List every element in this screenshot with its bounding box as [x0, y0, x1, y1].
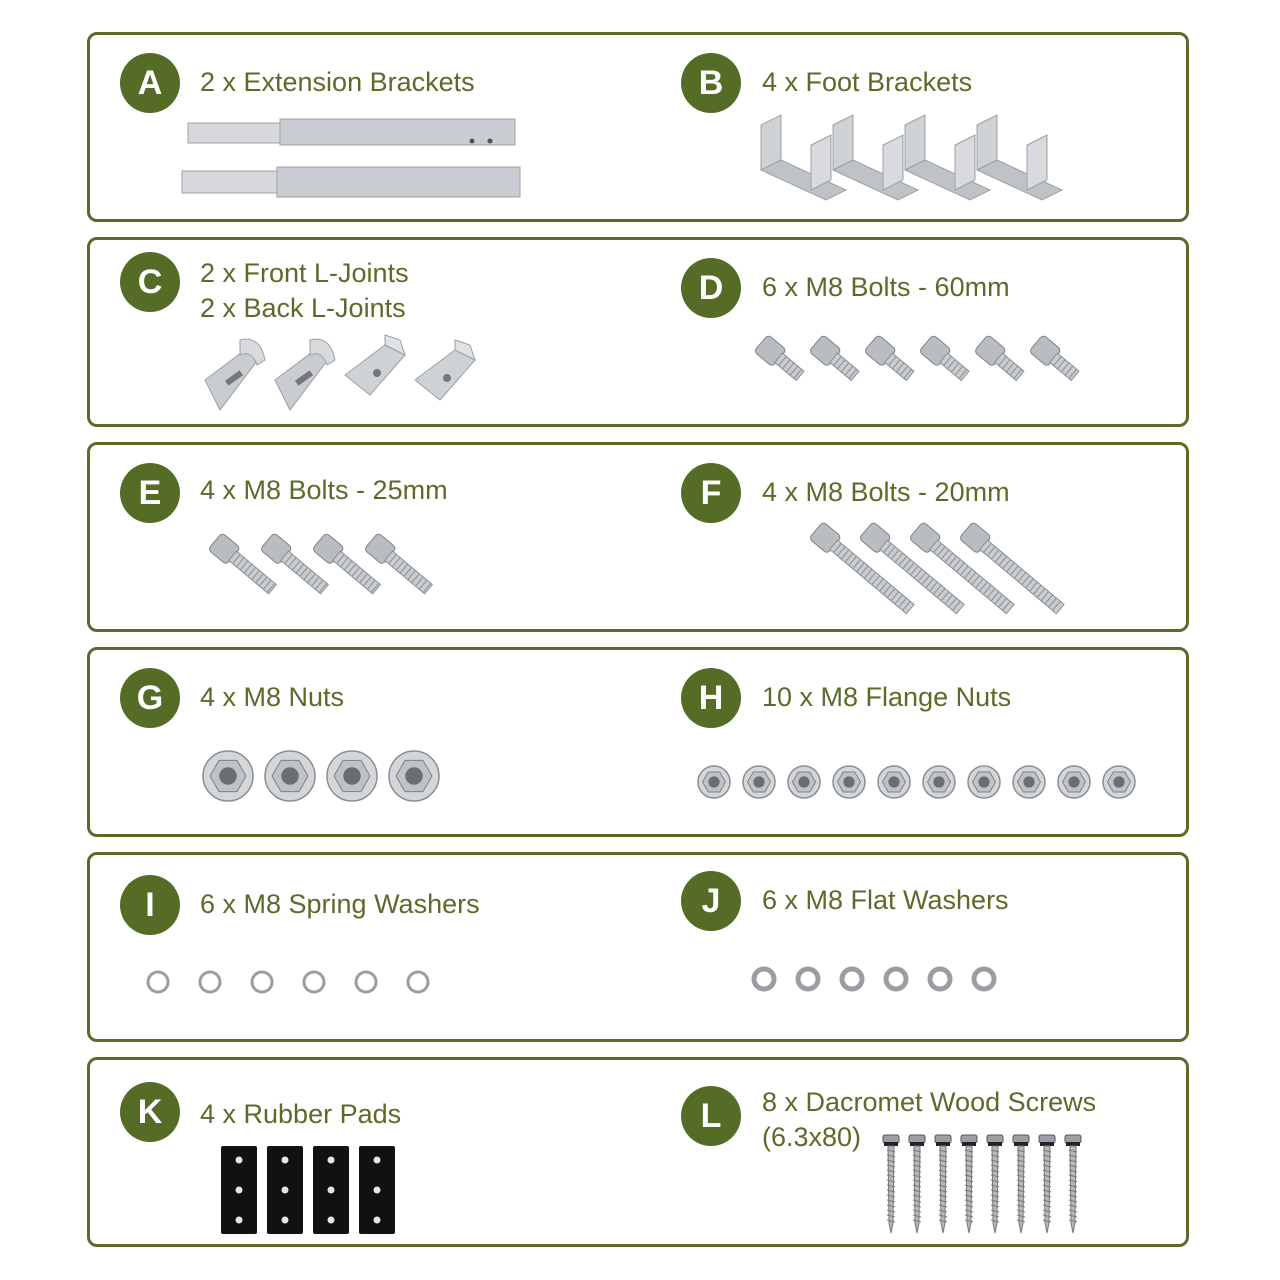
item-a: [90, 35, 641, 219]
badge-c: C: [120, 252, 180, 312]
bolt-icon: [809, 335, 862, 385]
item-k-label: 4 x Rubber Pads: [200, 1099, 402, 1129]
front-l-joint-icon: [275, 339, 335, 410]
wood-screw-icon: [961, 1135, 977, 1233]
badge-k: K: [120, 1082, 180, 1142]
wood-screw-icon: [987, 1135, 1003, 1233]
wood-screw-icon: [1065, 1135, 1081, 1233]
item-h-label: 10 x M8 Flange Nuts: [762, 682, 1012, 712]
badge-g: G: [120, 668, 180, 728]
spring-washer-icon: [304, 972, 324, 992]
badge-h: H: [681, 668, 741, 728]
spring-washer-icon: [148, 972, 168, 992]
item-l-label-2: (6.3x80): [762, 1122, 862, 1152]
spring-washer-icon: [200, 972, 220, 992]
item-j-label: 6 x M8 Flat Washers: [762, 885, 1009, 915]
item-d: [641, 240, 1192, 424]
flat-washer-icon: [842, 969, 862, 989]
parts-row-6: [87, 1057, 1189, 1247]
item-f: [641, 445, 1192, 629]
badge-e: E: [120, 463, 180, 523]
flat-washer-icon: [974, 969, 994, 989]
item-i: [90, 855, 641, 1039]
extension-bracket-icon: [188, 119, 515, 145]
rubber-pad-icon: [221, 1146, 257, 1234]
item-c: [90, 240, 641, 424]
bolt-icon: [974, 335, 1027, 385]
badge-a: A: [120, 53, 180, 113]
item-k: [90, 1060, 641, 1244]
extension-bracket-icon: [182, 167, 520, 197]
bolts-20mm-image: [806, 525, 1046, 625]
back-l-joint-icon: [345, 335, 405, 395]
wood-screw-icon: [883, 1135, 899, 1233]
item-e-label: 4 x M8 Bolts - 25mm: [200, 475, 448, 505]
item-l-label: 8 x Dacromet Wood Screws: [762, 1087, 1097, 1117]
badge-j: J: [681, 871, 741, 931]
wood-screw-icon: [1039, 1135, 1055, 1233]
item-f-label: 4 x M8 Bolts - 20mm: [762, 477, 1010, 507]
item-j: [641, 855, 1192, 1039]
foot-brackets-image: [751, 105, 1071, 210]
flat-washer-icon: [886, 969, 906, 989]
nut-icon: [203, 751, 253, 801]
back-l-joint-icon: [415, 340, 475, 400]
nut-icon: [265, 751, 315, 801]
l-joints-image: [200, 335, 500, 415]
wood-screws-image: [881, 1135, 1111, 1235]
item-b: [641, 35, 1192, 219]
flange-nut-icon: [743, 766, 775, 798]
rubber-pad-icon: [267, 1146, 303, 1234]
flange-nut-icon: [1103, 766, 1135, 798]
wood-screw-icon: [935, 1135, 951, 1233]
flat-washer-icon: [798, 969, 818, 989]
badge-l: L: [681, 1086, 741, 1146]
parts-row-4: [87, 647, 1189, 837]
spring-washer-icon: [408, 972, 428, 992]
item-a-label: 2 x Extension Brackets: [200, 67, 475, 97]
bolts-60mm-image: [751, 335, 1091, 405]
flange-nut-icon: [968, 766, 1000, 798]
parts-row-5: [87, 852, 1189, 1042]
bolt-icon: [864, 335, 917, 385]
bolt-icon: [754, 335, 807, 385]
wood-screw-icon: [909, 1135, 925, 1233]
flange-nut-icon: [923, 766, 955, 798]
item-c-label: 2 x Front L-Joints: [200, 258, 409, 288]
spring-washers-image: [140, 967, 440, 997]
badge-f: F: [681, 463, 741, 523]
rubber-pads-image: [217, 1142, 397, 1237]
item-l: [641, 1060, 1192, 1244]
spring-washer-icon: [356, 972, 376, 992]
flange-nuts-image: [696, 762, 1146, 802]
flange-nut-icon: [698, 766, 730, 798]
nuts-image: [200, 748, 450, 804]
nut-icon: [327, 751, 377, 801]
rubber-pad-icon: [313, 1146, 349, 1234]
parts-row-1: [87, 32, 1189, 222]
flange-nut-icon: [788, 766, 820, 798]
item-i-label: 6 x M8 Spring Washers: [200, 889, 480, 919]
item-d-label: 6 x M8 Bolts - 60mm: [762, 272, 1010, 302]
flange-nut-icon: [878, 766, 910, 798]
flange-nut-icon: [1013, 766, 1045, 798]
item-h: [641, 650, 1192, 834]
wood-screw-icon: [1013, 1135, 1029, 1233]
item-c-label-2: 2 x Back L-Joints: [200, 293, 406, 323]
foot-bracket-icon: [977, 115, 1062, 200]
nut-icon: [389, 751, 439, 801]
parts-row-3: [87, 442, 1189, 632]
flange-nut-icon: [1058, 766, 1090, 798]
spring-washer-icon: [252, 972, 272, 992]
flat-washers-image: [746, 963, 1006, 995]
flat-washer-icon: [930, 969, 950, 989]
badge-i: I: [120, 875, 180, 935]
extension-brackets-image: [180, 117, 530, 207]
item-g: [90, 650, 641, 834]
item-e: [90, 445, 641, 629]
badge-d: D: [681, 258, 741, 318]
item-g-label: 4 x M8 Nuts: [200, 682, 345, 712]
badge-b: B: [681, 53, 741, 113]
front-l-joint-icon: [205, 339, 265, 410]
bolts-25mm-image: [205, 535, 435, 615]
rubber-pad-icon: [359, 1146, 395, 1234]
bolt-icon: [1029, 335, 1082, 385]
flat-washer-icon: [754, 969, 774, 989]
parts-row-2: [87, 237, 1189, 427]
bolt-icon: [919, 335, 972, 385]
flange-nut-icon: [833, 766, 865, 798]
item-b-label: 4 x Foot Brackets: [762, 67, 973, 97]
